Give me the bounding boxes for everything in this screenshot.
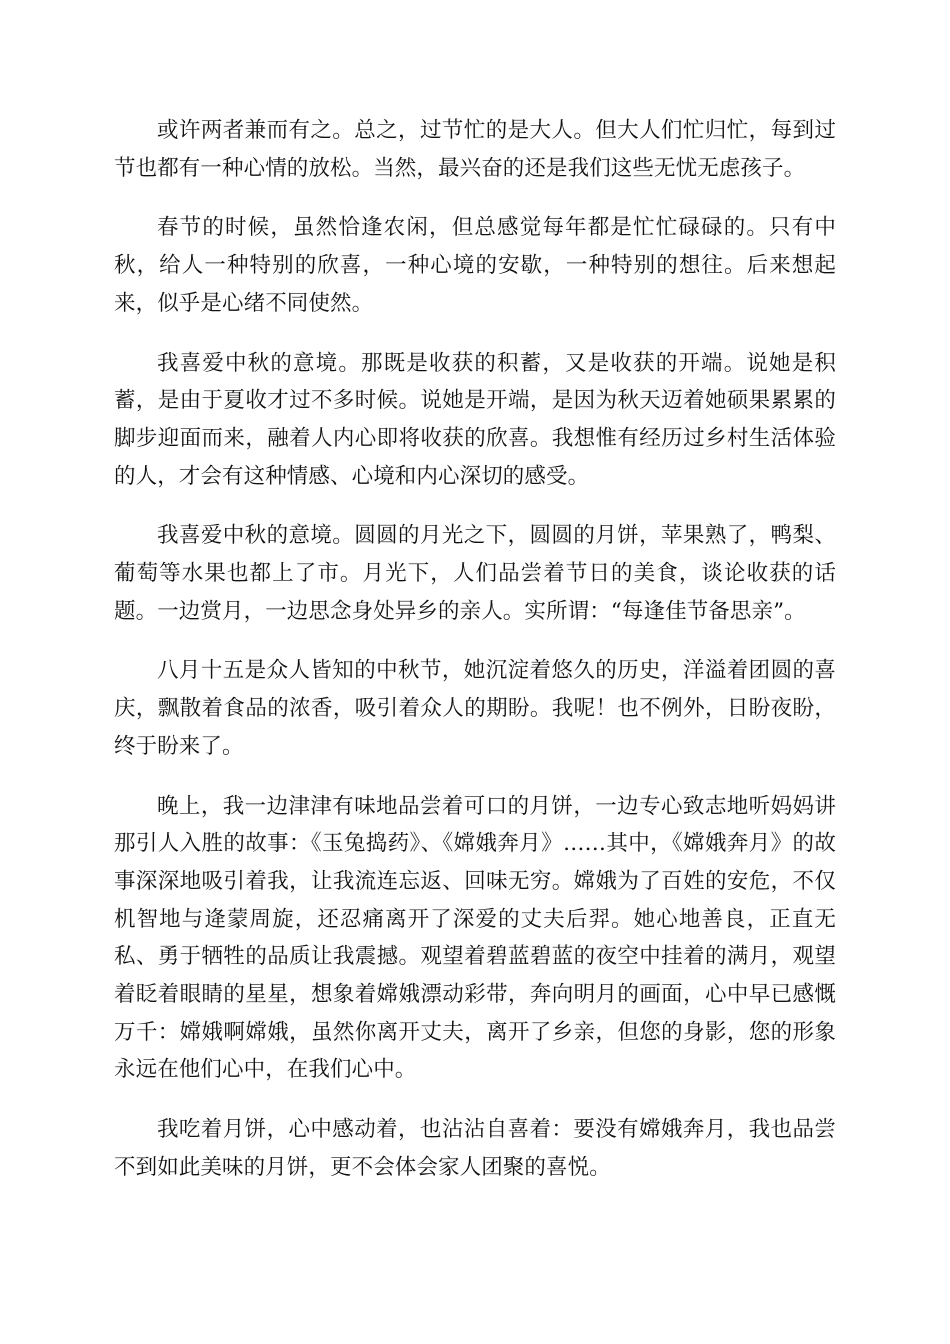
paragraph-5: 八月十五是众人皆知的中秋节，她沉淀着悠久的历史，洋溢着团圆的喜庆，飘散着食品的浓香，吸引着众人的期盼。我呢！也不例外，日盼夜盼，终于盼来了。 <box>114 658 836 759</box>
paragraph-1: 或许两者兼而有之。总之，过节忙的是大人。但大人们忙归忙，每到过节也都有一种心情的放松。当然，最兴奋的还是我们这些无忧无虑孩子。 <box>114 118 836 181</box>
paragraph-2: 春节的时候，虽然恰逢农闲，但总感觉每年都是忙忙碌碌的。只有中秋，给人一种特别的欣喜，一种心境的安歇，一种特别的想往。后来想起来，似乎是心绪不同使然。 <box>114 215 836 316</box>
paragraph-4: 我喜爱中秋的意境。圆圆的月光之下，圆圆的月饼，苹果熟了，鸭梨、葡萄等水果也都上了市。月光下，人们品尝着节日的美食，谈论收获的话题。一边赏月，一边思念身处异乡的亲人。实所谓：“每逢佳节备思亲”。 <box>114 523 836 624</box>
paragraph-3: 我喜爱中秋的意境。那既是收获的积蓄，又是收获的开端。说她是积蓄，是由于夏收才过不多时候。说她是开端，是因为秋天迈着她硕果累累的脚步迎面而来，融着人内心即将收获的欣喜。我想惟有经历过乡村生活体验的人，才会有这种情感、心境和内心深切的感受。 <box>114 350 836 489</box>
paragraph-6: 晚上，我一边津津有味地品尝着可口的月饼，一边专心致志地听妈妈讲那引人入胜的故事：《玉兔捣药》、《嫦娥奔月》……其中，《嫦娥奔月》的故事深深地吸引着我，让我流连忘返、回味无穷。嫦娥为了百姓的安危，不仅机智地与逄蒙周旋，还忍痛离开了深爱的丈夫后羿。她心地善良，正直无私、勇于牺牲的品质让我震撼。观望着碧蓝碧蓝的夜空中挂着的满月，观望着眨着眼睛的星星，想象着嫦娥漂动彩带，奔向明月的画面，心中早已感慨万千：嫦娥啊嫦娥，虽然你离开丈夫，离开了乡亲，但您的身影，您的形象永远在他们心中，在我们心中。 <box>114 793 836 1083</box>
paragraph-7: 我吃着月饼，心中感动着，也沾沾自喜着：要没有嫦娥奔月，我也品尝不到如此美味的月饼，更不会体会家人团聚的喜悦。 <box>114 1117 836 1180</box>
document-page <box>114 112 836 1209</box>
